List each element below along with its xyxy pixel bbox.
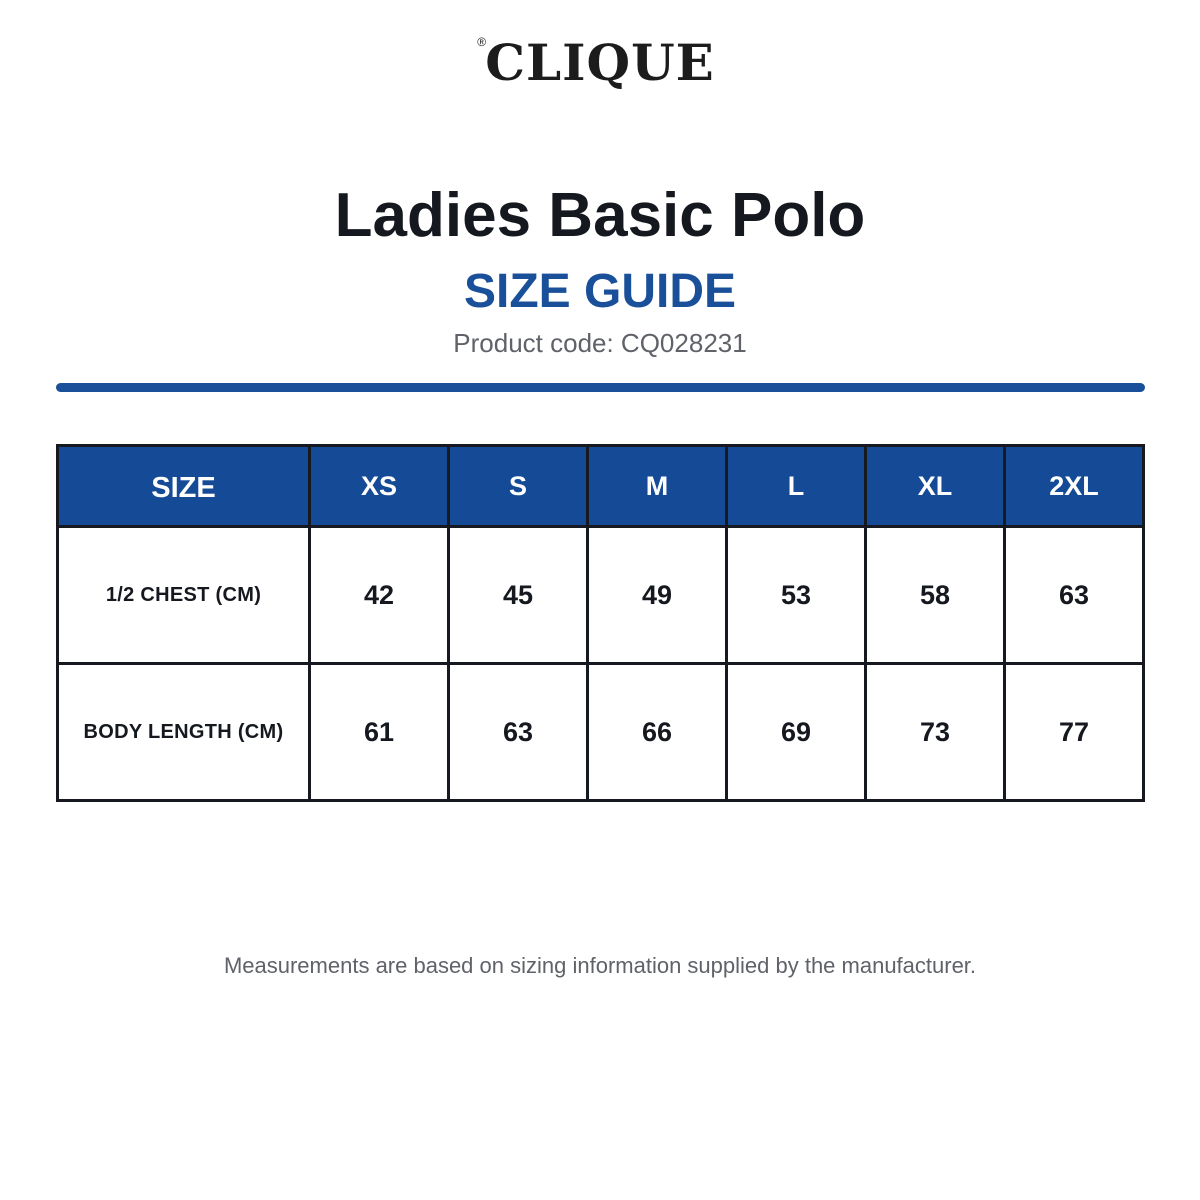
- table-row: [58, 527, 1144, 664]
- table-cell: 63: [1005, 527, 1144, 664]
- column-header-s: S: [449, 446, 588, 527]
- column-header-l: L: [727, 446, 866, 527]
- table-cell: 69: [727, 664, 866, 801]
- table-cell: 49: [588, 527, 727, 664]
- table-cell: 61: [310, 664, 449, 801]
- size-table: [56, 444, 1145, 802]
- row-label-chest: 1/2 CHEST (CM): [58, 527, 310, 664]
- column-header-xs: XS: [310, 446, 449, 527]
- row-label-body-length: BODY LENGTH (CM): [58, 664, 310, 801]
- table-cell: 63: [449, 664, 588, 801]
- table-cell: 66: [588, 664, 727, 801]
- product-code: Product code: CQ028231: [453, 328, 747, 358]
- column-header-xl: XL: [866, 446, 1005, 527]
- registered-mark: ®: [477, 35, 487, 49]
- column-header-m: M: [588, 446, 727, 527]
- table-header-row: [58, 446, 1144, 527]
- table-cell: 42: [310, 527, 449, 664]
- table-cell: 58: [866, 527, 1005, 664]
- table-cell: 77: [1005, 664, 1144, 801]
- table-cell: 45: [449, 527, 588, 664]
- brand-logo: [0, 30, 1200, 96]
- column-header-size: SIZE: [58, 446, 310, 527]
- footer-note: Measurements are based on sizing information supplied by the manufacturer.: [223, 953, 977, 978]
- table-row: [58, 664, 1144, 801]
- divider-rule: [56, 383, 1145, 392]
- column-header-2xl: 2XL: [1005, 446, 1144, 527]
- table-cell: 73: [866, 664, 1005, 801]
- table-cell: 53: [727, 527, 866, 664]
- size-guide-heading: SIZE GUIDE: [463, 265, 737, 318]
- product-title: Ladies Basic Polo: [334, 181, 866, 250]
- brand-wordmark: [477, 30, 715, 96]
- brand-name: CLIQUE: [485, 33, 715, 92]
